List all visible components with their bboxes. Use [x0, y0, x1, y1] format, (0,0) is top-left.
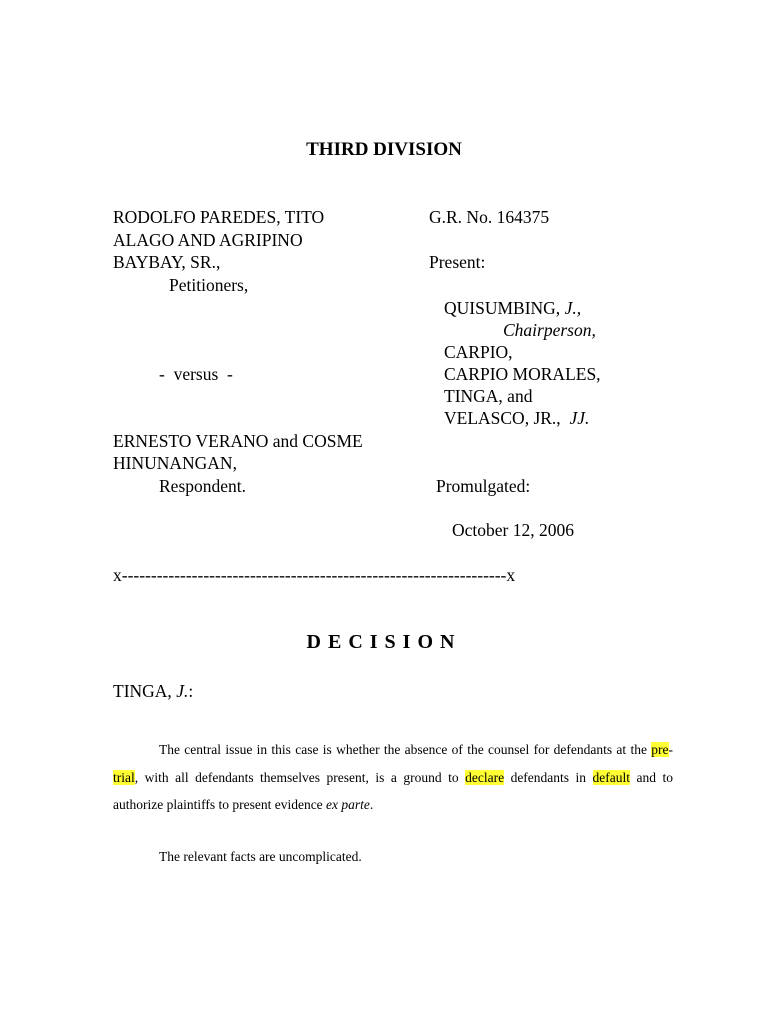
ponente-line: TINGA, J.: — [113, 681, 194, 701]
division-heading: THIRD DIVISION — [306, 139, 462, 160]
highlight-pre: pre — [651, 742, 669, 757]
highlight-declare: declare — [465, 769, 505, 785]
respondent-line-2: HINUNANGAN, — [113, 453, 237, 473]
justice-carpio-morales: CARPIO MORALES, — [444, 364, 601, 384]
highlight-default: default — [592, 769, 631, 785]
respondent-line-1: ERNESTO VERANO and COSME — [113, 431, 363, 451]
petitioner-line-1: RODOLFO PAREDES, TITO — [113, 207, 325, 227]
decision-title: DECISION — [306, 631, 462, 653]
promulgated-date: October 12, 2006 — [452, 520, 574, 540]
petitioner-line-2: ALAGO AND AGRIPINO — [113, 230, 303, 250]
paragraph-2: The relevant facts are uncomplicated. — [159, 849, 362, 864]
petitioner-line-3: BAYBAY, SR., — [113, 252, 221, 272]
petitioners-role: Petitioners, — [169, 275, 249, 295]
present-label: Present: — [429, 252, 486, 272]
chairperson-role: Chairperson, — [503, 320, 596, 340]
justice-quisumbing: QUISUMBING, J., — [444, 298, 582, 318]
justice-carpio: CARPIO, — [444, 342, 513, 362]
versus-label: - versus - — [159, 364, 233, 384]
highlight-trial: trial — [113, 769, 135, 785]
justice-tinga: TINGA, and — [444, 386, 533, 406]
respondents-role: Respondent. — [159, 476, 247, 496]
paragraph-1: The central issue in this case is whether the absence of the counsel for defendants at the pre-trial, with all defendants themselves present, is a ground to declare defendants in default and to authorize plaintiffs to present evidence ex parte. — [113, 742, 673, 812]
promulgated-label: Promulgated: — [436, 476, 531, 496]
justice-velasco: VELASCO, JR., JJ. — [444, 408, 590, 428]
case-number: G.R. No. 164375 — [429, 207, 550, 227]
separator-line: x------------------------------------------------------------------x — [113, 565, 516, 585]
